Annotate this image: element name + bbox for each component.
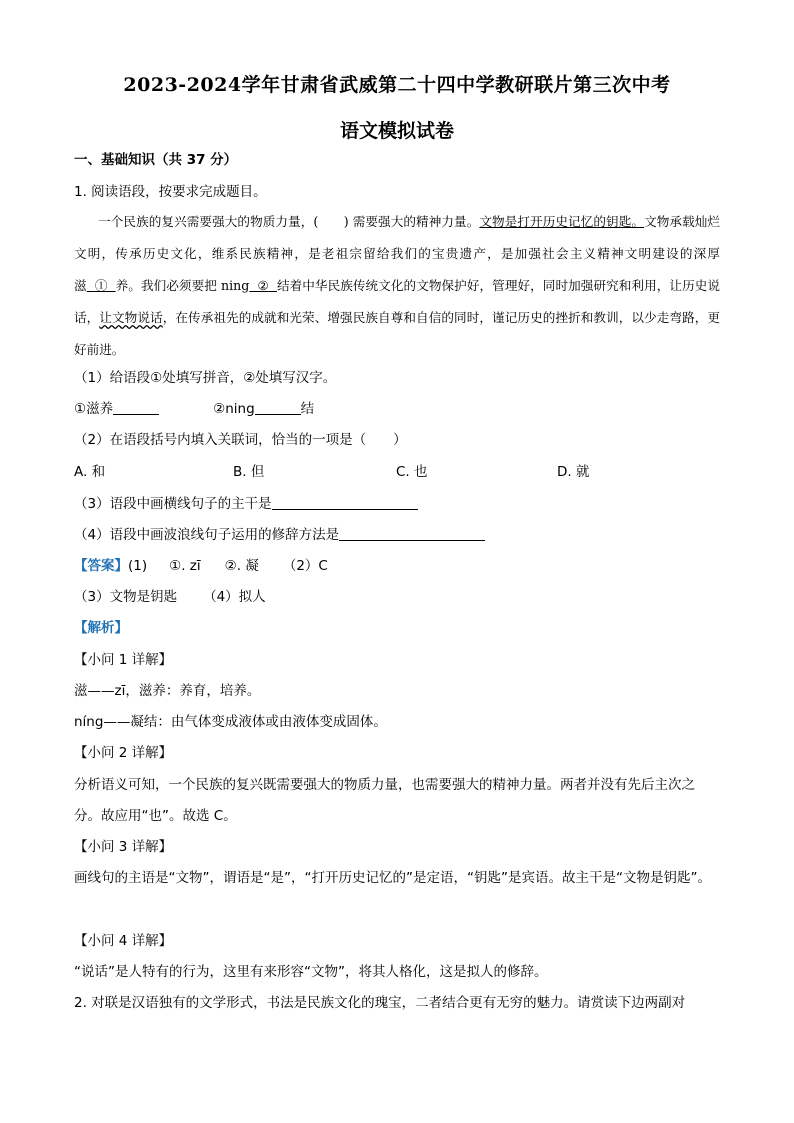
passage-text-5: ，在传承祖先的成就和光荣、增强民族自尊和自信的同时，谨记历史的挫折和教训，以少走弯路，更好前进。 (74, 310, 721, 357)
question-1-stem: 1. 阅读语段，按要求完成题目。 (74, 184, 267, 200)
answer-blank-4[interactable] (339, 526, 485, 541)
sub-question-2: （2）在语段括号内填入关联词，恰当的一项是（ ） (74, 432, 407, 448)
answer-3: （3）文物是钥匙 (74, 589, 178, 605)
exam-title: 2023-2024学年甘肃省武威第二十四中学教研联片第三次中考 (123, 74, 671, 96)
option-a[interactable]: A. 和 (74, 464, 106, 480)
option-c[interactable]: C. 也 (396, 464, 428, 480)
option-b[interactable]: B. 但 (233, 464, 265, 480)
answer-line-2 (74, 587, 266, 607)
answer-blank-3[interactable] (272, 495, 418, 510)
sub-question-1-blanks (74, 399, 314, 419)
passage-text-3: 养。我们必须要把 ning (115, 278, 250, 293)
blank-1: ① (94, 278, 108, 293)
answer-1-1: ①. zī (169, 558, 201, 574)
blank-label-b: ②ning (213, 401, 255, 417)
answer-blank-b[interactable] (255, 400, 301, 415)
sub-question-1: （1）给语段①处填写拼音，②处填写汉字。 (74, 370, 337, 386)
answer-blank-a[interactable] (113, 400, 159, 415)
detail-3-heading: 【小问 3 详解】 (74, 839, 173, 855)
detail-3-text: 画线句的主语是“文物”，谓语是“是”，“打开历史记忆的”是定语，“钥匙”是宾语。故主干是“文物是钥匙”。 (74, 870, 711, 886)
detail-4-heading: 【小问 4 详解】 (74, 933, 173, 949)
sub-question-3: （3）语段中画横线句子的主干是 (74, 494, 418, 514)
detail-1-line-2: níng——凝结：由气体变成液体或由液体变成固体。 (74, 714, 387, 730)
section-heading: 一、基础知识（共 37 分） (74, 152, 238, 168)
detail-4-text: “说话”是人特有的行为，这里有来形容“文物”，将其人格化，这是拟人的修辞。 (74, 964, 548, 980)
answer-line-1: 【答案】(1) ①. zī ②. 凝 （2）C (74, 558, 328, 574)
passage-text-2: 文物承载灿烂文明，传承历史文化，维系民族精神，是老祖宗留给我们的宝贵遗产，是加强社会主义精神文明建设的深厚滋 (74, 214, 720, 293)
answer-label: 【答案】 (74, 558, 128, 574)
answer-2: （2）C (282, 558, 328, 574)
detail-1-line-1: 滋——zī，滋养：养育，培养。 (74, 683, 261, 699)
answer-1-2: ②. 凝 (224, 558, 259, 574)
underlined-sentence: 文物是打开历史记忆的钥匙。 (479, 214, 645, 229)
answer-4: （4）拟人 (203, 589, 266, 605)
option-d[interactable]: D. 就 (557, 464, 590, 480)
question-2-stem: 2. 对联是汉语独有的文学形式，书法是民族文化的瑰宝，二者结合更有无穷的魅力。请赏读下边两副对 (74, 995, 686, 1011)
detail-1-heading: 【小问 1 详解】 (74, 652, 173, 668)
detail-2-text: 分析语义可知，一个民族的复兴既需要强大的物质力量，也需要强大的精神力量。两者并没有先后主次之分。故应用“也”。故选 C。 (74, 777, 695, 824)
reading-passage (74, 206, 720, 366)
blank-2: ② (257, 278, 269, 293)
blank-label-a: ①滋养 (74, 401, 114, 417)
passage-text-1: 一个民族的复兴需要强大的物质力量，( ) 需要强大的精神力量。 (98, 214, 480, 229)
exam-subtitle: 语文模拟试卷 (339, 120, 454, 142)
wavy-sentence: 让文物说话 (99, 310, 163, 325)
sub-question-4: （4）语段中画波浪线句子运用的修辞方法是 (74, 525, 485, 545)
detail-2-heading: 【小问 2 详解】 (74, 745, 173, 761)
analysis-label: 【解析】 (74, 620, 128, 636)
passage-text-4: 结着中华民族传统文化的文物保护好，管理好，同时加强研究和利用，让历史说话， (74, 278, 720, 325)
blank-label-b-tail: 结 (300, 401, 315, 417)
